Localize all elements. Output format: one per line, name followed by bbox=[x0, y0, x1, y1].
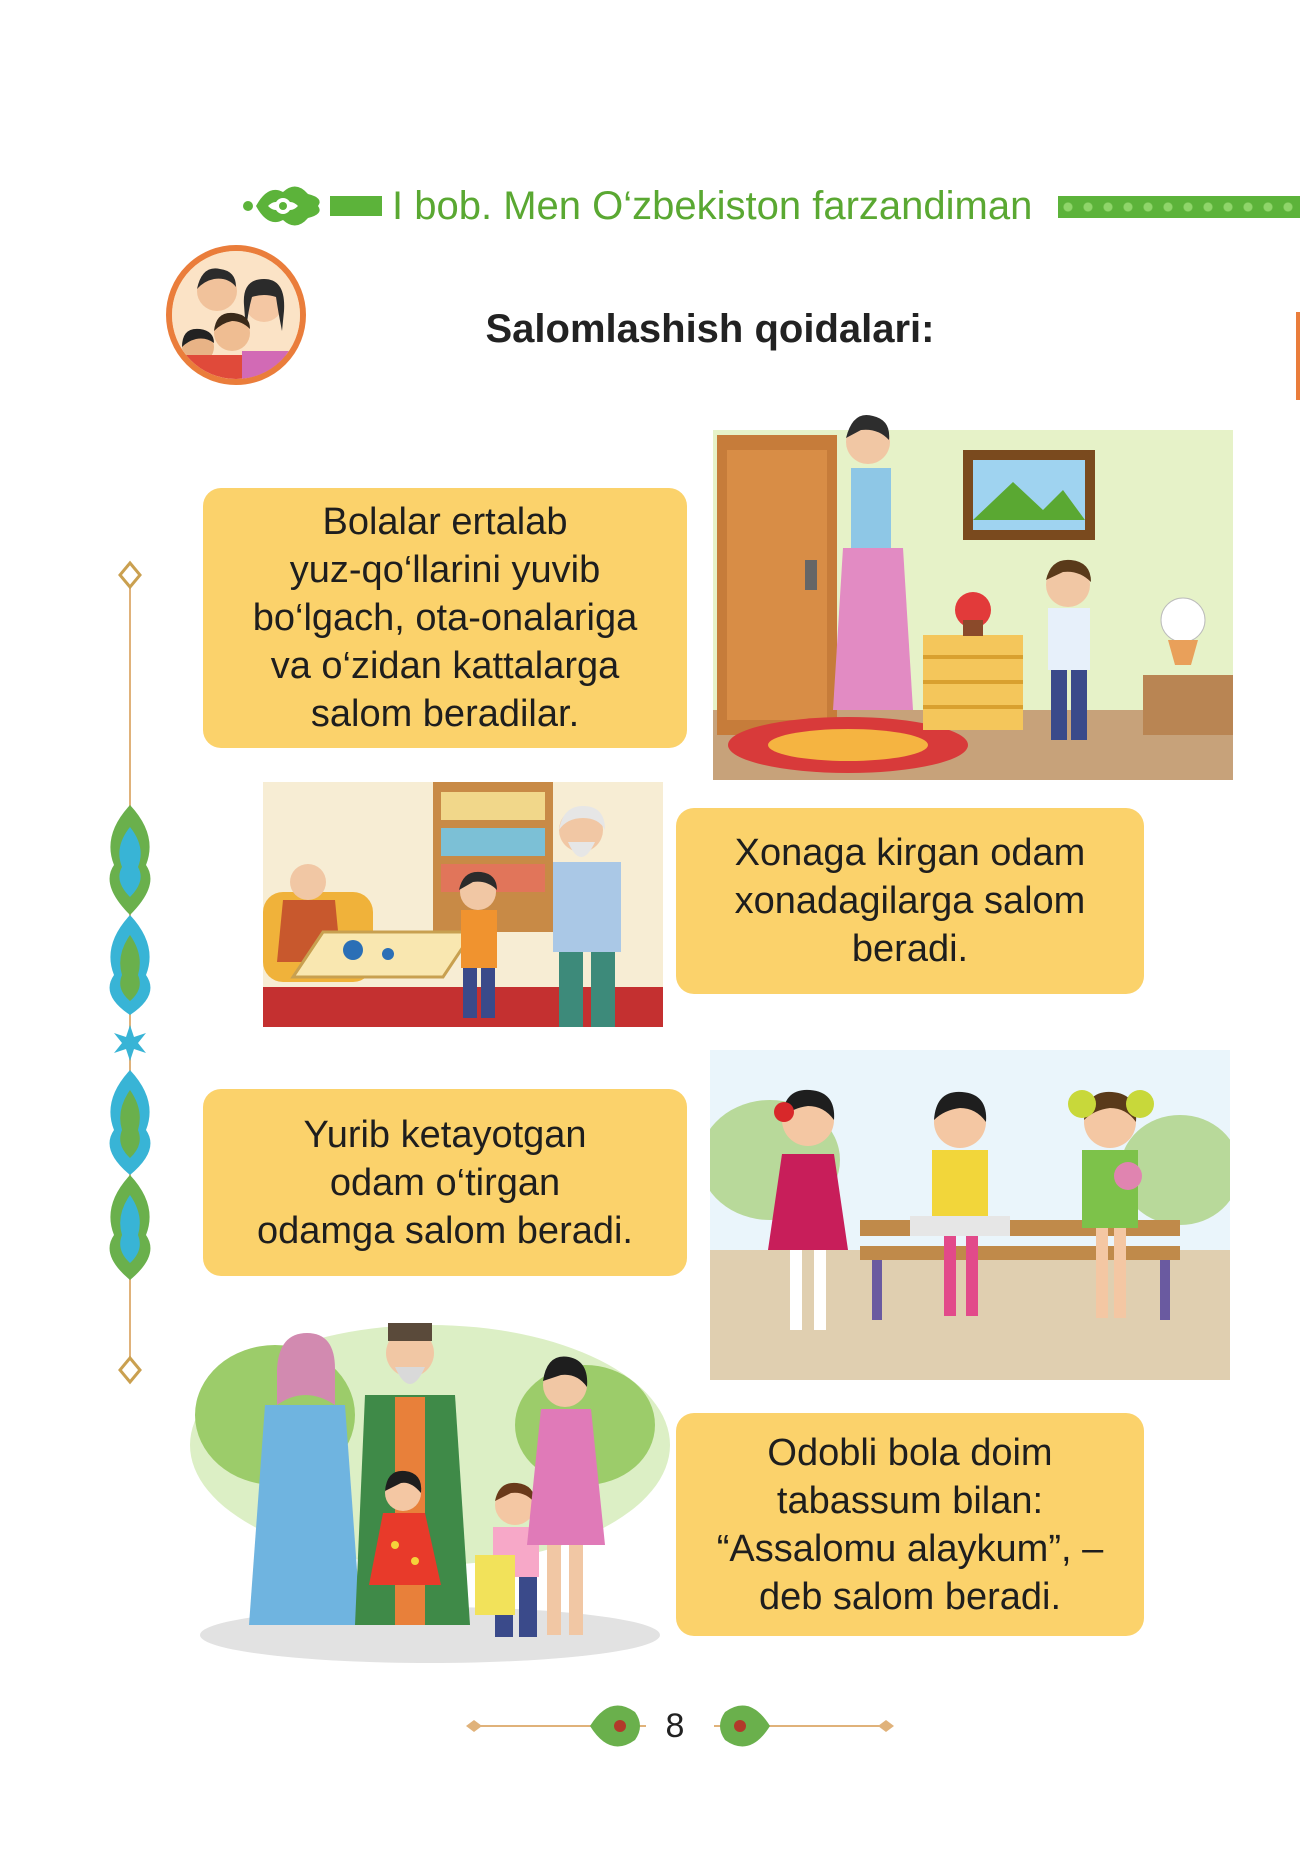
rule-2-line: xonadagilarga salom bbox=[734, 880, 1086, 922]
living-room-greeting-illustration bbox=[263, 782, 663, 1027]
page-number: 8 bbox=[665, 1707, 685, 1745]
rule-box-2 bbox=[676, 808, 1144, 994]
rule-4-line: Odobli bola doim bbox=[767, 1431, 1053, 1474]
rule-4-line: deb salom beradi. bbox=[758, 1575, 1062, 1618]
chapter-title: I bob. Men O‘zbekiston farzandiman bbox=[392, 184, 1033, 228]
rule-2-line: Xonaga kirgan odam bbox=[734, 832, 1086, 874]
header-bar-left bbox=[330, 196, 382, 216]
park-bench-illustration bbox=[710, 1050, 1230, 1380]
rule-1-line: Bolalar ertalab bbox=[322, 501, 568, 543]
side-edge-mark bbox=[1296, 312, 1300, 400]
rule-4-line: tabassum bilan: bbox=[776, 1479, 1044, 1522]
rule-3-line: odamga salom beradi. bbox=[257, 1209, 633, 1252]
rule-3-line: Yurib ketayotgan bbox=[303, 1113, 587, 1156]
header-bar-right bbox=[1058, 196, 1300, 218]
door-greeting-illustration bbox=[713, 410, 1233, 785]
rule-3-line: odam o‘tirgan bbox=[329, 1161, 561, 1204]
rule-box-3 bbox=[203, 1089, 687, 1276]
rule-1-line: va o‘zidan kattalarga bbox=[270, 645, 620, 687]
vertical-ornament bbox=[100, 555, 160, 1390]
family-greeting-illustration bbox=[185, 1305, 675, 1665]
flower-ornament-icon bbox=[238, 176, 328, 236]
rule-box-1 bbox=[203, 488, 687, 748]
rule-1-line: bo‘lgach, ota-onalariga bbox=[252, 597, 638, 639]
rule-2-line: beradi. bbox=[851, 928, 969, 970]
rule-4-line: “Assalomu alaykum”, – bbox=[716, 1527, 1104, 1570]
rule-1-line: salom beradilar. bbox=[310, 693, 580, 735]
rule-box-4 bbox=[676, 1413, 1144, 1636]
page-title: Salomlashish qoidalari: bbox=[485, 307, 935, 351]
rule-1-line: yuz-qo‘llarini yuvib bbox=[289, 549, 601, 591]
